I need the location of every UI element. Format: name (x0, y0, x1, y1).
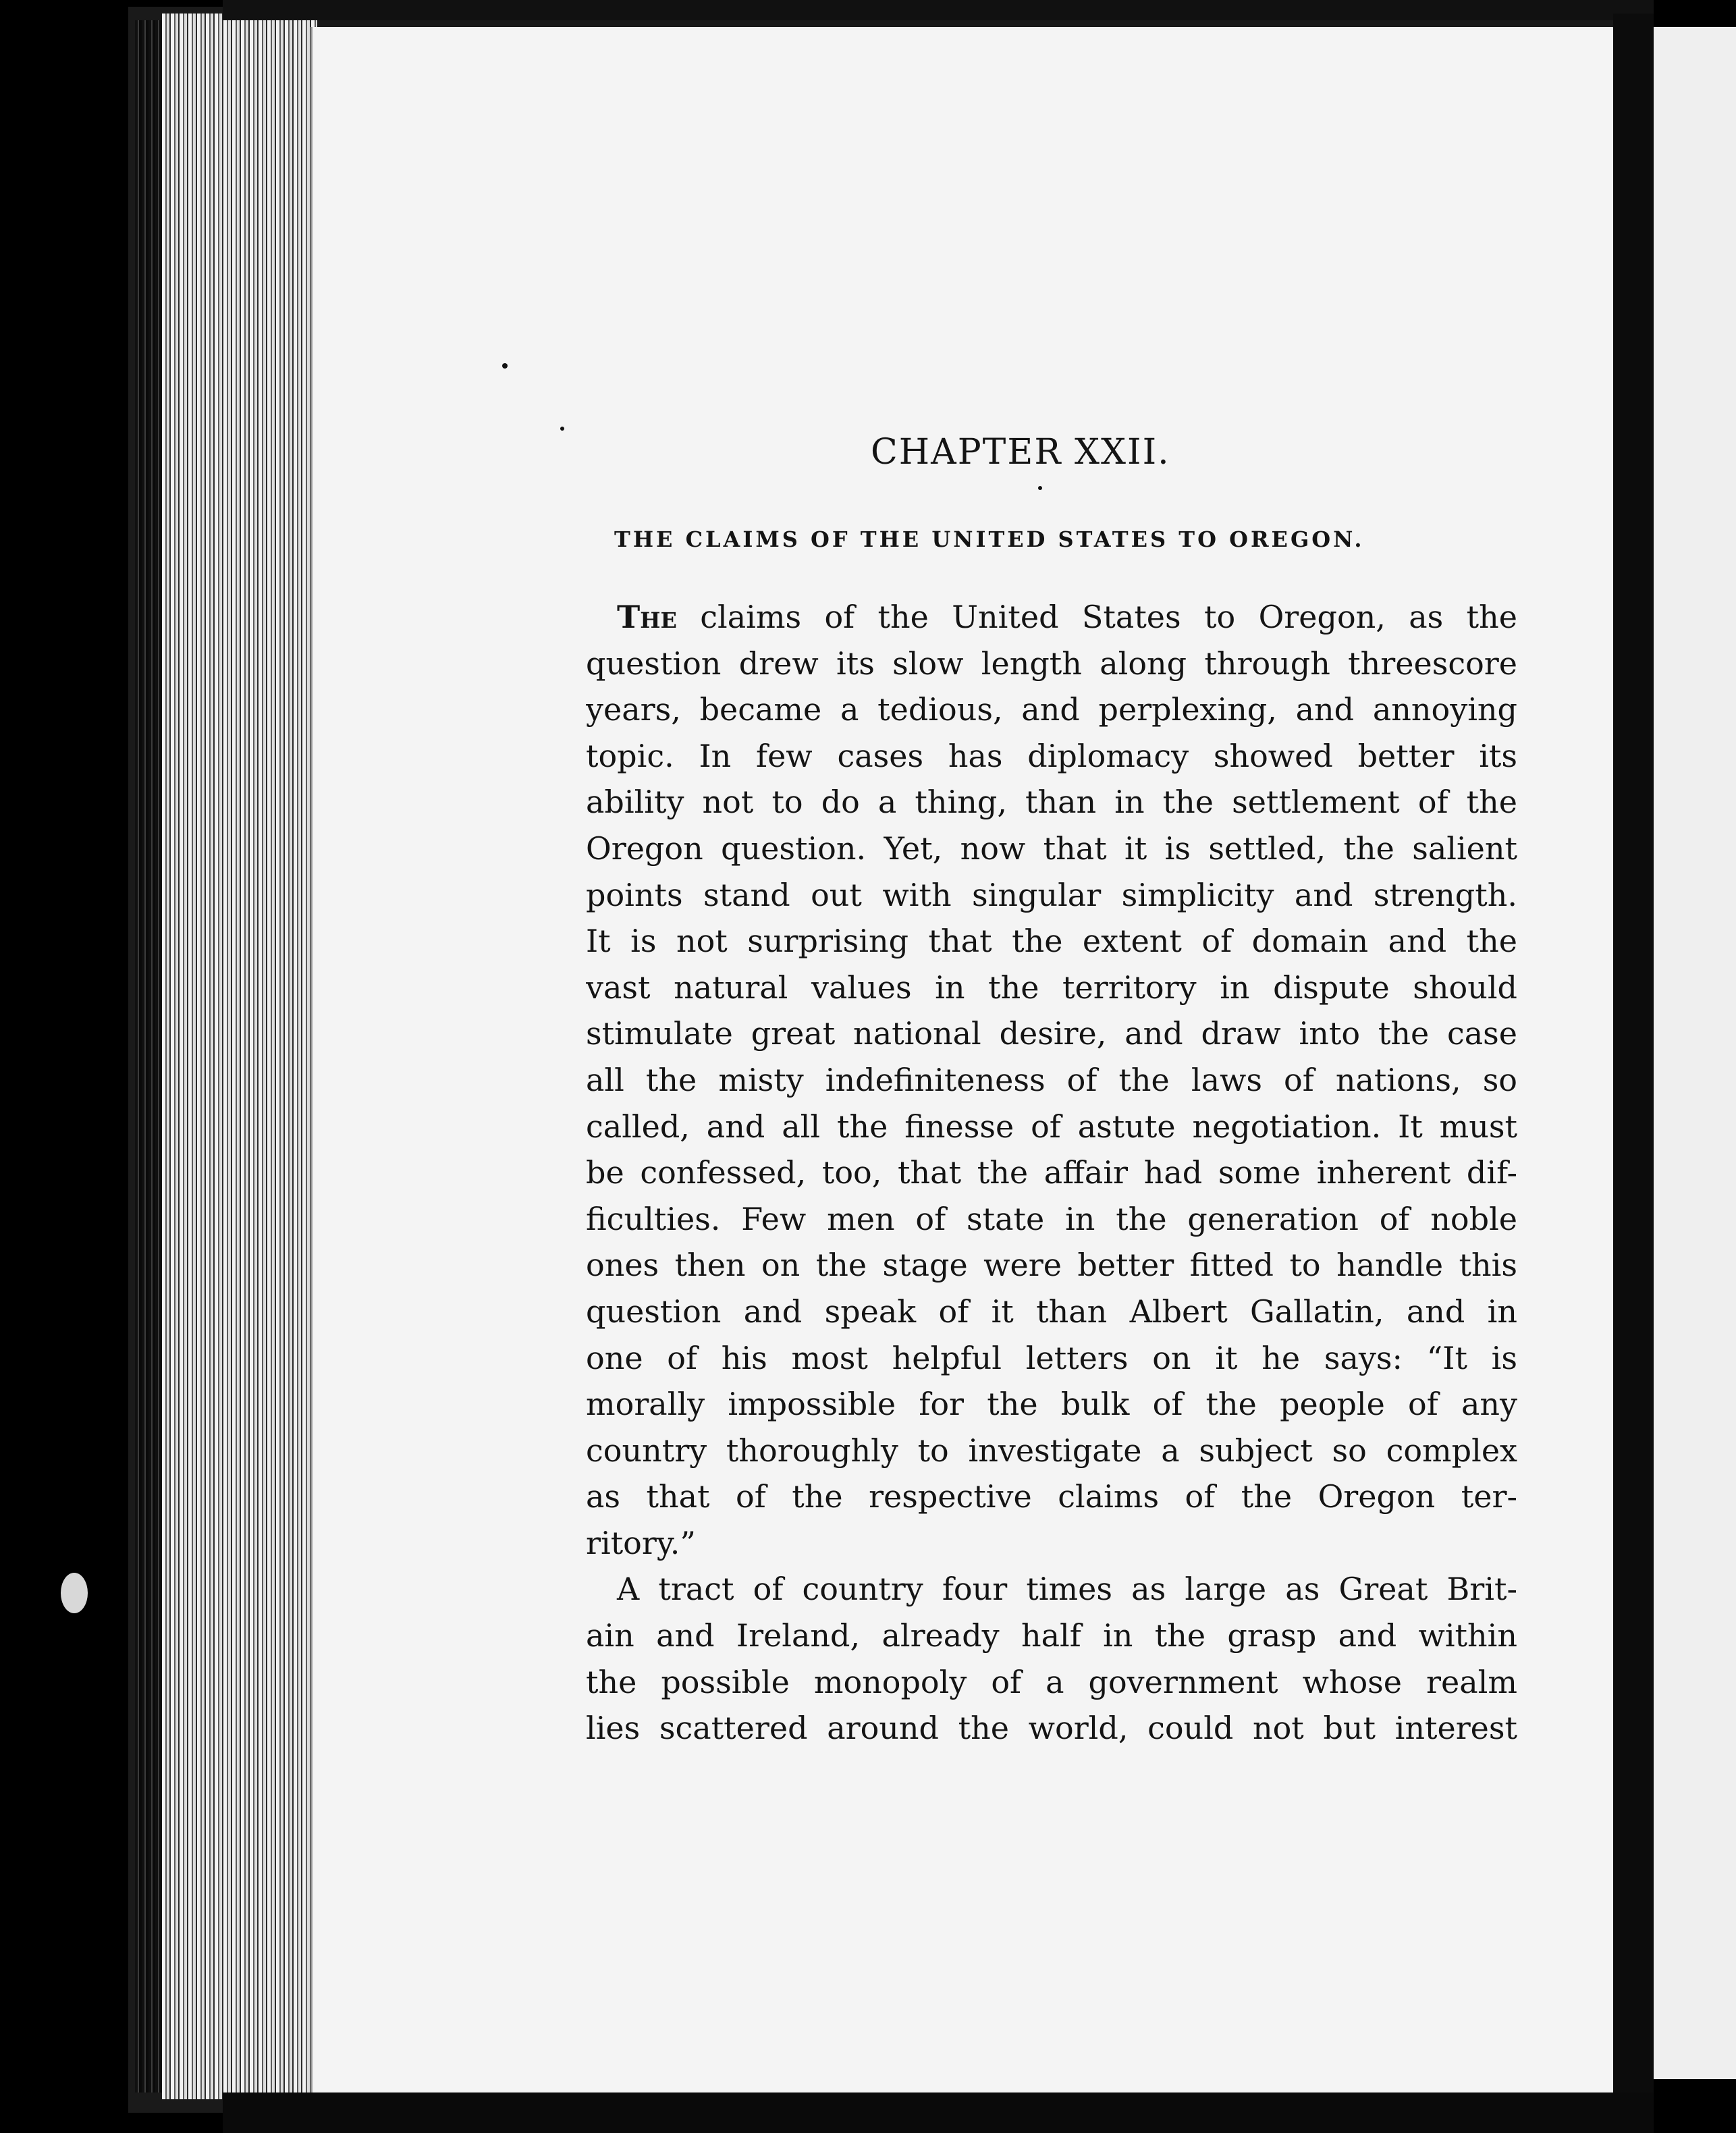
text-line (586, 594, 1517, 641)
text-line: lies scattered around the world, could not but interest (586, 1710, 1517, 1747)
paragraph-lead-word: The (617, 599, 677, 635)
text-line: question and speak of it than Albert Gallatin, and in (586, 1293, 1517, 1330)
text-line: ability not to do a thing, than in the settlement of the (586, 784, 1517, 821)
text-line: It is not surprising that the extent of domain and the (586, 923, 1517, 960)
text-line: ones then on the stage were better fitted to handle this (586, 1247, 1517, 1284)
text-line: stimulate great national desire, and draw into the case (586, 1015, 1517, 1052)
text-line: called, and all the finesse of astute negotiation. It must (586, 1108, 1517, 1145)
scan-stain (61, 1573, 88, 1613)
scan-speck (560, 427, 564, 431)
scan-speck (1038, 486, 1042, 490)
text-line: ain and Ireland, already half in the grasp and within (586, 1617, 1517, 1654)
page-edges (162, 14, 317, 2099)
bottom-edge (223, 2092, 1654, 2133)
book-gutter (1613, 14, 1654, 2106)
text-line: years, became a tedious, and perplexing, and annoying (586, 691, 1517, 728)
text-line: ficulties. Few men of state in the generation of noble (586, 1200, 1517, 1237)
chapter-subtitle: THE CLAIMS OF THE UNITED STATES TO OREGON. (614, 526, 1365, 552)
text-line: the possible monopoly of a government whose realm (586, 1663, 1517, 1700)
text-line: morally impossible for the bulk of the people of any (586, 1386, 1517, 1423)
text-line: question drew its slow length along through threescore (586, 645, 1517, 682)
text-line: be confessed, too, that the affair had some inherent dif- (586, 1154, 1517, 1191)
text-line: Oregon question. Yet, now that it is settled, the salient (586, 830, 1517, 867)
text-line: vast natural values in the territory in dispute should (586, 969, 1517, 1006)
text-line: country thoroughly to investigate a subject so complex (586, 1432, 1517, 1469)
text-line-content: claims of the United States to Oregon, as the (676, 599, 1517, 635)
text-line: points stand out with singular simplicity and strength. (586, 876, 1517, 913)
text-line: ritory.” (586, 1524, 696, 1561)
text-line: A tract of country four times as large as Great Brit- (617, 1571, 1517, 1608)
body-text (586, 594, 1517, 1752)
text-line: as that of the respective claims of the Oregon ter- (586, 1478, 1517, 1515)
chapter-title: CHAPTER XXII. (871, 432, 1170, 473)
text-line: all the misty indefiniteness of the laws of nations, so (586, 1061, 1517, 1098)
text-line: topic. In few cases has diplomacy showed better its (586, 737, 1517, 774)
top-edge (223, 0, 1654, 20)
facing-page-edge (1654, 27, 1736, 2079)
text-line: one of his most helpful letters on it he says: “It is (586, 1339, 1517, 1376)
scan-speck (502, 363, 508, 369)
